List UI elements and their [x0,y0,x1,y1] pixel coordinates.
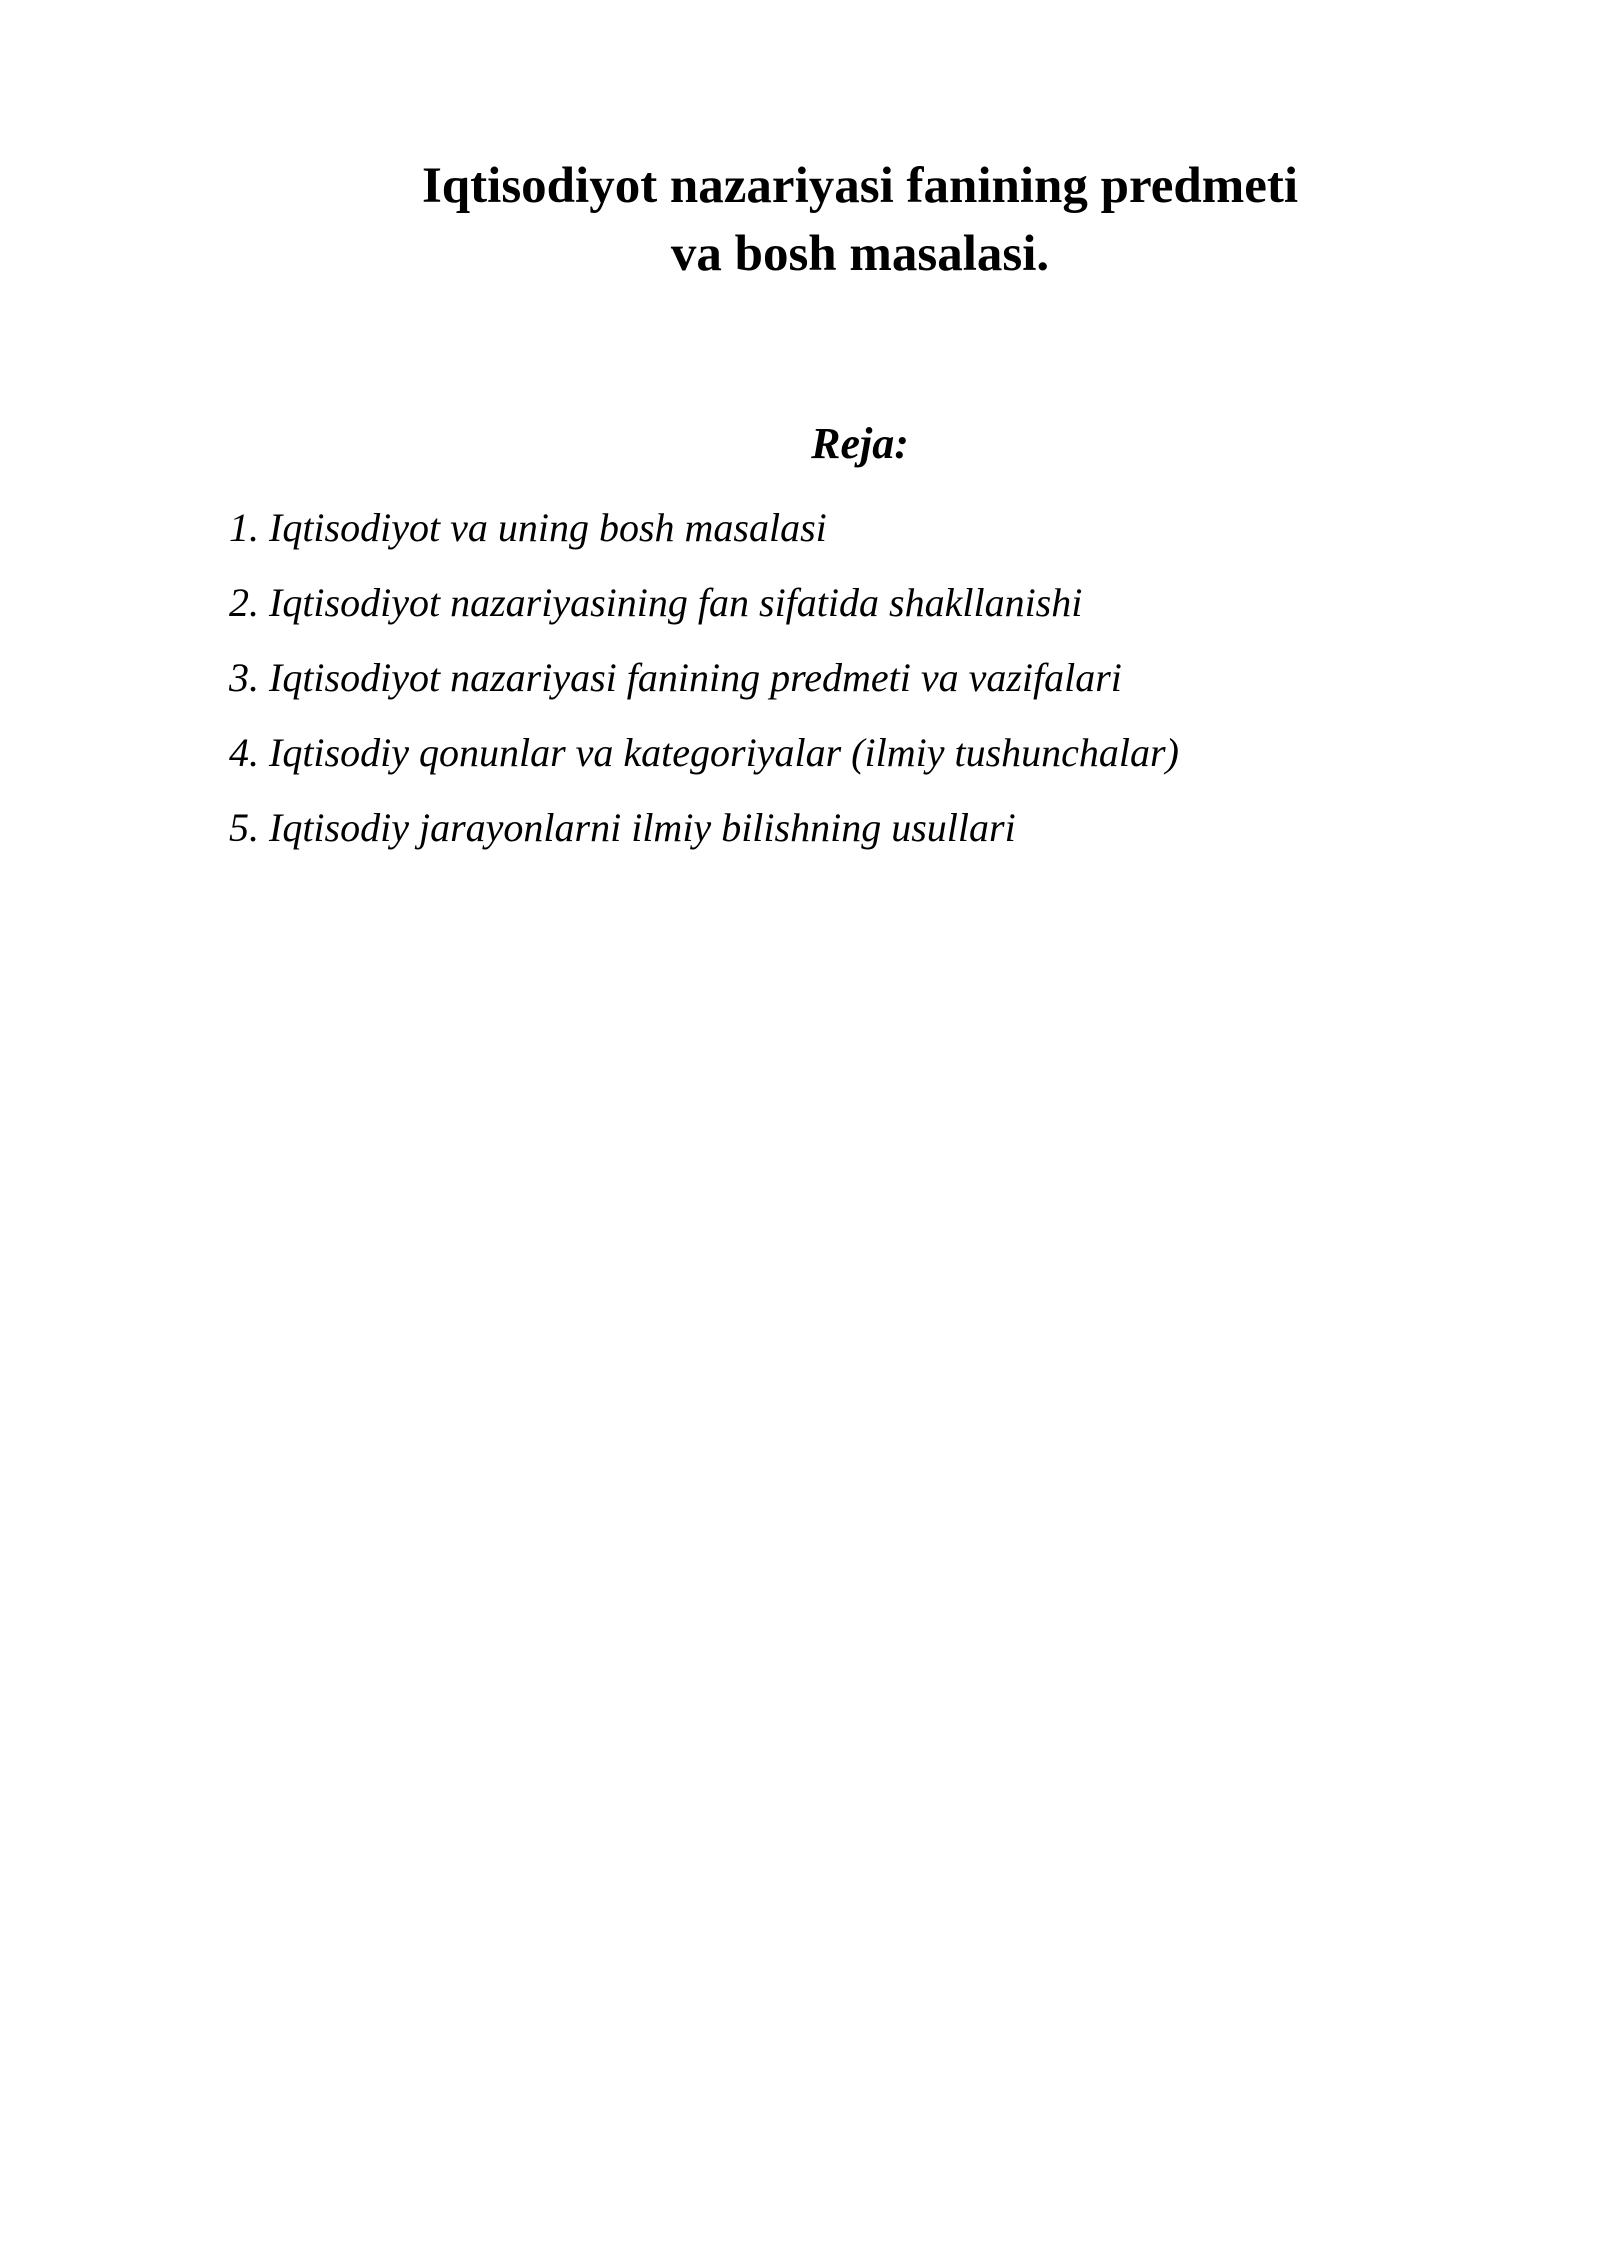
plan-list [229,503,1179,878]
plan-item-1: 1. Iqtisodiyot va uning bosh masalasi [229,505,827,550]
title-line-1: Iqtisodiyot nazariyasi fanining predmeti [421,158,1299,214]
plan-item-2: 2. Iqtisodiyot nazariyasining fan sifatida shakllanishi [229,580,1083,625]
title-line-2: va bosh masalasi. [670,226,1050,282]
plan-item-5: 5. Iqtisodiy jarayonlarni ilmiy bilishning usullari [229,805,1016,850]
plan-item-3: 3. Iqtisodiyot nazariyasi fanining predmeti va vazifalari [229,655,1122,700]
document-title [230,152,1490,288]
plan-item-4: 4. Iqtisodiy qonunlar va kategoriyalar (ilmiy tushunchalar) [229,730,1179,775]
plan-heading: Reja: [811,419,909,468]
